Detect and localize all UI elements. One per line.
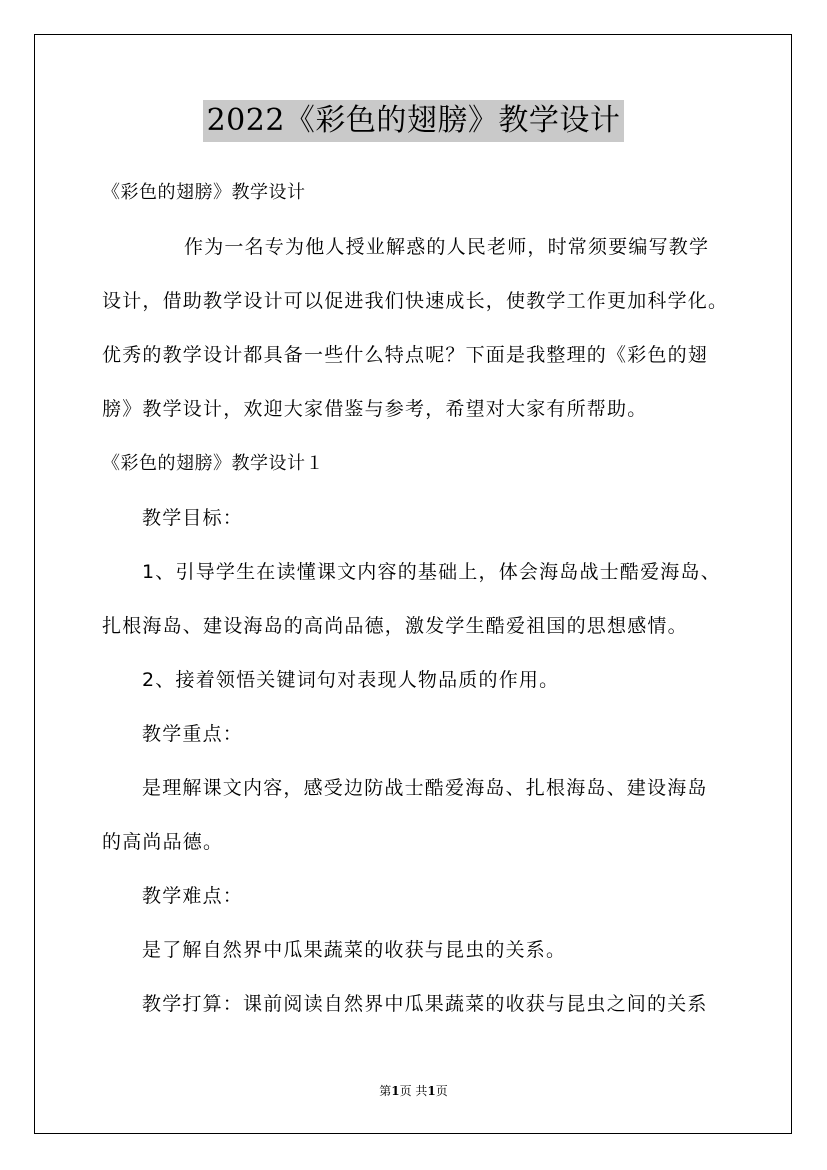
page-footer: [0, 1083, 827, 1099]
title-container: [0, 100, 827, 142]
intro-line: 优秀的教学设计都具备一些什么特点呢？下面是我整理的《彩色的翅: [102, 344, 709, 366]
goals-label: 教学目标：: [142, 507, 244, 529]
intro-line: 作为一名专为他人授业解惑的人民老师，时常须要编写教学: [184, 236, 710, 258]
footer-page-total: 1: [427, 1084, 436, 1098]
difficulty-text: 是了解自然界中瓜果蔬菜的收获与昆虫的关系。: [142, 939, 567, 961]
intro-line: 膀》教学设计，欢迎大家借鉴与参考，希望对大家有所帮助。: [102, 398, 648, 420]
document-subtitle: 《彩色的翅膀》教学设计: [102, 182, 306, 203]
footer-page-suffix: 页: [435, 1084, 448, 1098]
goal-2: 2、接着领悟关键词句对表现人物品质的作用。: [142, 669, 560, 691]
goal-1-line: 扎根海岛、建设海岛的高尚品德，激发学生酷爱祖国的思想感情。: [102, 615, 688, 637]
intro-line: 设计，借助教学设计可以促进我们快速成长，使教学工作更加科学化。: [102, 290, 729, 312]
section-title: 《彩色的翅膀》教学设计１: [102, 453, 324, 474]
focus-line: 是理解课文内容，感受边防战士酷爱海岛、扎根海岛、建设海岛: [142, 777, 708, 799]
plan-text: 教学打算：课前阅读自然界中瓜果蔬菜的收获与昆虫之间的关系: [142, 993, 708, 1015]
footer-page-mid: 页 共: [399, 1084, 428, 1098]
focus-line: 的高尚品德。: [102, 831, 224, 853]
difficulty-label: 教学难点：: [142, 885, 244, 907]
goal-1-line: 1、引导学生在读懂课文内容的基础上，体会海岛战士酷爱海岛、: [142, 561, 721, 583]
focus-label: 教学重点：: [142, 723, 244, 745]
footer-page-num: 1: [391, 1084, 400, 1098]
document-title: 2022《彩色的翅膀》教学设计: [203, 100, 625, 142]
footer-page-prefix: 第: [379, 1084, 392, 1098]
